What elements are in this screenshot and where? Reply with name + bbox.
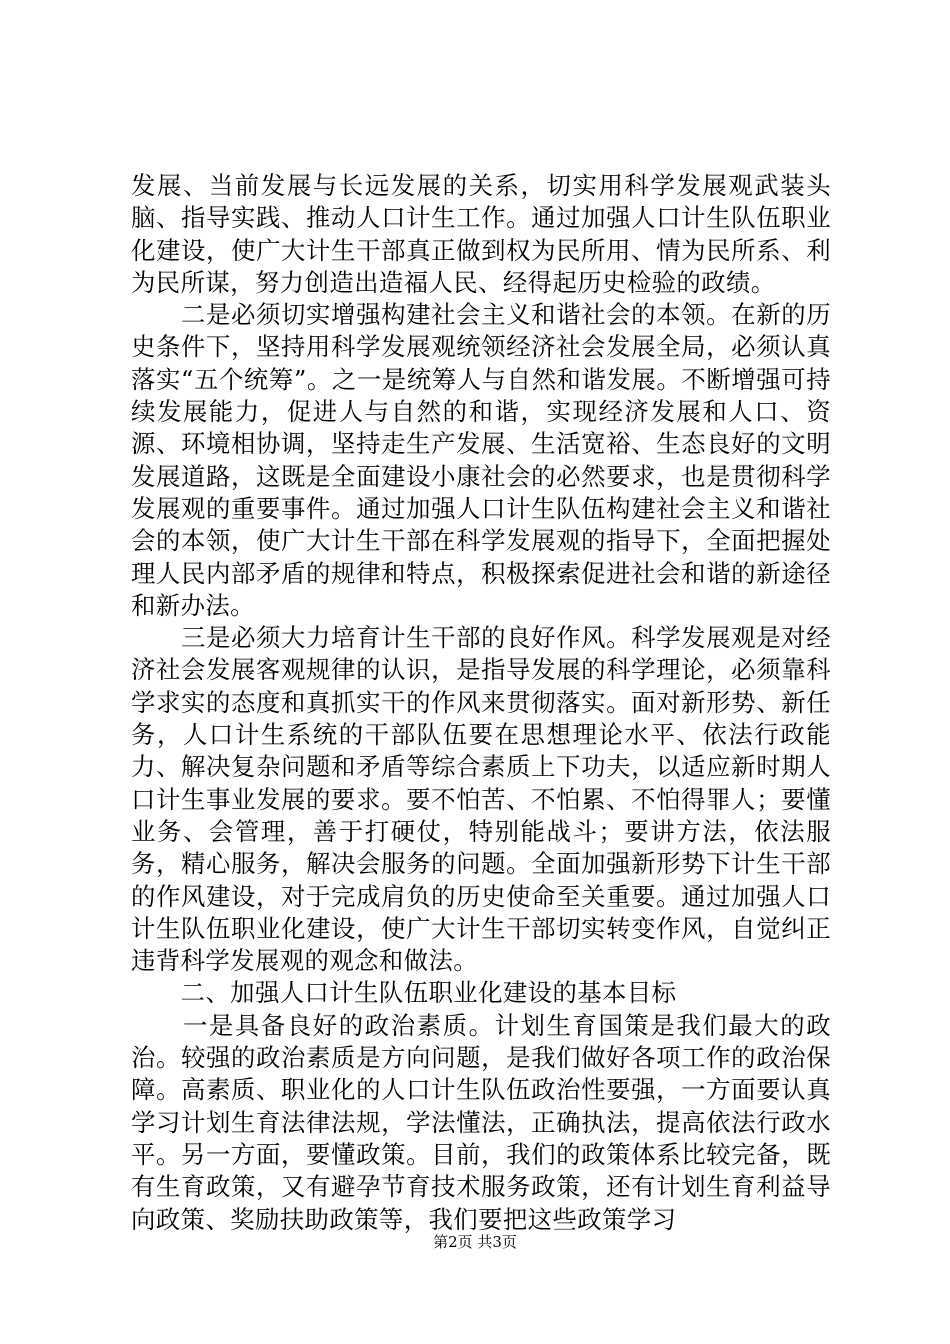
paragraph-4: 一是具备良好的政治素质。计划生育国策是我们最大的政治。较强的政治素质是方向问题，是我们做好各项工作的政治保障。高素质、职业化的人口计生队伍政治性要强，一方面要认真学习计划生育法律法规，学法懂法，正确执法，提高依法行政水平。另一方面，要懂政策。目前，我们的政策体系比较完备，既有生育政策，又有避孕节育技术服务政策，还有计划生育利益导向政策、奖励扶助政策等，我们要把这些政策学习 — [131, 1010, 831, 1234]
paragraph-3: 三是必须大力培育计生干部的良好作风。科学发展观是对经济社会发展客观规律的认识，是指导发展的科学理论，必须靠科学求实的态度和真抓实干的作风来贯彻落实。面对新形势、新任务，人口计生系统的干部队伍要在思想理论水平、依法行政能力、解决复杂问题和矛盾等综合素质上下功夫，以适应新时期人口计生事业发展的要求。要不怕苦、不怕累、不怕得罪人；要懂业务、会管理，善于打硬仗，特别能战斗；要讲方法，依法服务，精心服务，解决会服务的问题。全面加强新形势下计生干部的作风建设，对于完成肩负的历史使命至关重要。通过加强人口计生队伍职业化建设，使广大计生干部切实转变作风，自觉纠正违背科学发展观的观念和做法。 — [131, 623, 831, 976]
paragraph-2: 二是必须切实增强构建社会主义和谐社会的本领。在新的历史条件下，坚持用科学发展观统领经济社会发展全局，必须认真落实“五个统筹”。之一是统筹人与自然和谐发展。不断增强可持续发展能力，促进人与自然的和谐，实现经济发展和人口、资源、环境相协调，坚持走生产发展、生活宽裕、生态良好的文明发展道路，这既是全面建设小康社会的必然要求，也是贯彻科学发展观的重要事件。通过加强人口计生队伍构建社会主义和谐社会的本领，使广大计生干部在科学发展观的指导下，全面把握处理人民内部矛盾的规律和特点，积极探索促进社会和谐的新途径和新办法。 — [131, 300, 831, 620]
page-number: 第2页 共3页 — [433, 1233, 517, 1251]
section-heading: 二、加强人口计生队伍职业化建设的基本目标 — [131, 978, 677, 1008]
document-body — [131, 170, 831, 1236]
paragraph-1: 发展、当前发展与长远发展的关系，切实用科学发展观武装头脑、指导实践、推动人口计生工作。通过加强人口计生队伍职业化建设，使广大计生干部真正做到权为民所用、情为民所系、利为民所谋，努力创造出造福人民、经得起历史检验的政绩。 — [131, 171, 831, 297]
